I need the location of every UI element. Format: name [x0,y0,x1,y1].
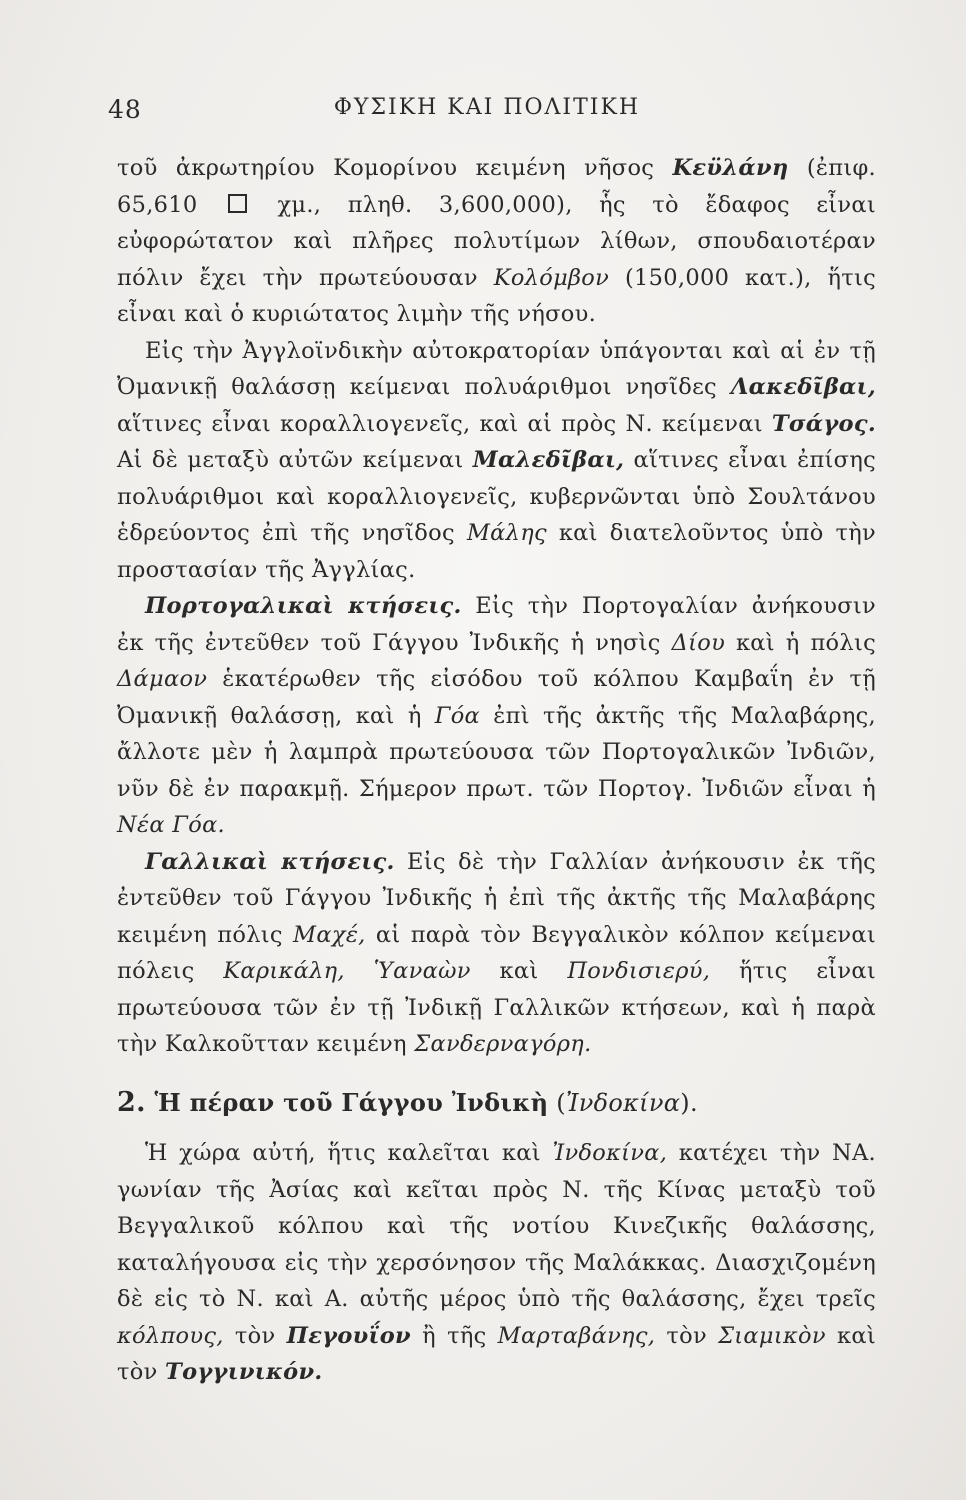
page-number: 48 [108,95,142,124]
square-symbol-icon [228,194,247,213]
paragraph-indochina: Ἡ χώρα αὐτή, ἥτις καλεῖται καὶ Ἰνδοκίνα, κατέχει τὴν ΝΑ. γωνίαν τῆς Ἀσίας καὶ κεῖται πρὸς Ν. τῆς Κίνας μεταξὺ τοῦ Βεγγαλικοῦ κόλπου καὶ τῆς νοτίου Κινεζικῆς θαλάσσης, καταλήγουσα εἰς τὴν χερσόνησον τῆς Μαλάκκας. Διασχιζομένη δὲ εἰς τὸ Ν. καὶ Α. αὐτῆς μέρος ὑπὸ τῆς θαλάσσης, ἔχει τρεῖς κόλπους, τὸν Πεγουΐον ἢ τῆς Μαρταβάνης, τὸν Σιαμικὸν καὶ τὸν Τογγινικόν. [117,1140,876,1385]
paragraph-islands: Εἰς τὴν Ἀγγλοϊνδικὴν αὐτοκρατορίαν ὑπάγονται καὶ αἱ ἐν τῇ Ὀμανικῇ θαλάσσῃ κείμεναι πολυάριθμοι νησῖδες Λακεδῖβαι, αἵτινες εἶναι κοραλλιογενεῖς, καὶ αἱ πρὸς Ν. κείμεναι Τσάγος. Αἱ δὲ μεταξὺ αὐτῶν κείμεναι Μαλεδῖβαι, αἵτινες εἶναι ἐπίσης πολυάριθμοι καὶ κοραλλιογενεῖς, κυβερνῶνται ὑπὸ Σουλτάνου ἑδρεύοντος ἐπὶ τῆς νησῖδος Μάλης καὶ διατελοῦντος ὑπὸ τὴν προστασίαν τῆς Ἀγγλίας. [117,337,876,583]
place-name: Δάμαον [117,666,208,692]
place-name: Τσάγος. [771,410,876,437]
place-name: Κολόμβον [493,264,610,291]
place-name: Τογγινικόν. [165,1359,323,1385]
place-name: Μαρταβάνης, [497,1322,656,1349]
section-subtitle: Ἰνδοκίνα [565,1088,681,1117]
place-name: Λακεδῖβαι, [730,374,876,400]
place-name: Μαχέ, [293,921,366,948]
subheading-portuguese: Πορτογαλικαὶ κτήσεις. [145,593,462,619]
place-name: Σιαμικὸν [718,1322,826,1349]
paragraph-portuguese: Πορτογαλικαὶ κτήσεις. Εἰς τὴν Πορτογαλίαν ἀνήκουσιν ἐκ τῆς ἐντεῦθεν τοῦ Γάγγου Ἰνδικῆς ἡ νησὶς Δίου καὶ ἡ πόλις Δάμαον ἑκατέρωθεν τῆς εἰσόδου τοῦ κόλπου Καμβαΐη ἐν τῇ Ὀμανικῇ θαλάσσῃ, καὶ ἡ Γόα ἐπὶ τῆς ἀκτῆς τῆς Μαλαβάρης, ἄλλοτε μὲν ἡ λαμπρὰ πρωτεύουσα τῶν Πορτογαλικῶν Ἰνδιῶν, νῦν δὲ ἐν παρακμῇ. Σήμερον πρωτ. τῶν Πορτογ. Ἰνδιῶν εἶναι ἡ Νέα Γόα. [117,593,876,838]
section-number: 2. [117,1086,146,1118]
emphasis: κόλπους, [117,1322,224,1349]
paragraph-ceylon: τοῦ ἀκρωτηρίου Κομορίνου κειμένη νῆσος Κεϋλάνη (ἐπιφ. 65,610 χμ., πληθ. 3,600,000), ἧς τὸ ἔδαφος εἶναι εὐφορώτατον καὶ πλῆρες πολυτίμων λίθων, σπουδαιοτέραν πόλιν ἔχει τὴν πρωτεύουσαν Κολόμβον (150,000 κατ.), ἥτις εἶναι καὶ ὁ κυριώτατος λιμὴν τῆς νήσου. [117,155,876,327]
place-name: Καρικάλη, [223,958,345,984]
place-name: Ἰνδοκίνα, [552,1140,668,1166]
section-title: Ἡ πέραν τοῦ Γάγγου Ἰνδικὴ [145,1087,549,1117]
section-heading: 2. Ἡ πέραν τοῦ Γάγγου Ἰνδικὴ (Ἰνδοκίνα). [117,1086,698,1118]
place-name: Κεϋλάνη [672,155,789,181]
place-name: Γόα [434,702,481,729]
paragraph-french: Γαλλικαὶ κτήσεις. Εἰς δὲ τὴν Γαλλίαν ἀνήκουσιν ἐκ τῆς ἐντεῦθεν τοῦ Γάγγου Ἰνδικῆς ἡ ἐπὶ τῆς ἀκτῆς τῆς Μαλαβάρης κειμένη πόλις Μαχέ, αἱ παρὰ τὸν Βεγγαλικὸν κόλπον κείμεναι πόλεις Καρικάλη, Ὑαναὼν καὶ Πονδισιερύ, ἥτις εἶναι πρωτεύουσα τῶν ἐν τῇ Ἰνδικῇ Γαλλικῶν κτήσεων, καὶ ἡ παρὰ τὴν Καλκοῦτταν κειμένη Σανδερναγόρη. [117,848,877,1057]
place-name: Σανδερναγόρη. [414,1031,592,1057]
page-header [108,95,866,135]
place-name: Νέα Γόα. [117,812,226,838]
place-name: Ὑαναὼν [373,958,471,984]
place-name: Μαλεδῖβαι, [472,447,625,473]
place-name: Πονδισιερύ, [567,958,711,984]
place-name: Πεγουΐον [286,1322,411,1349]
place-name: Μάλης [466,520,547,546]
place-name: Δίου [671,629,726,656]
subheading-french: Γαλλικαὶ κτήσεις. [145,848,395,875]
running-title: ΦΥΣΙΚΗ ΚΑΙ ΠΟΛΙΤΙΚΗ [333,95,641,120]
page-body [117,150,876,1391]
